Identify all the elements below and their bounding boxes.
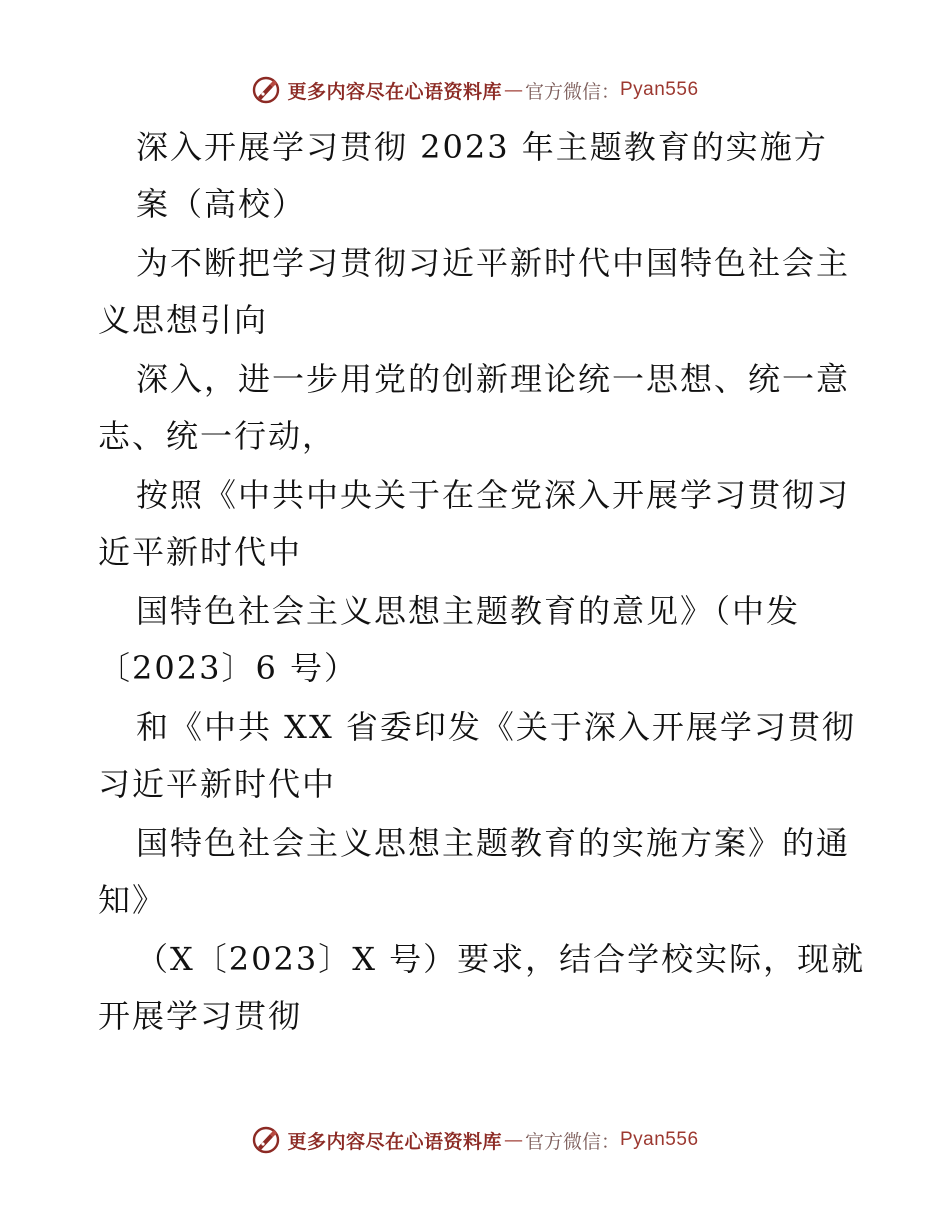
paragraph-line: 知》 (98, 881, 167, 919)
paragraph-line: 习近平新时代中 (98, 765, 337, 803)
banner-separator: — (503, 1129, 523, 1151)
banner-wechat-label: 官方微信： (524, 80, 620, 103)
pen-nib-logo-icon (251, 75, 281, 105)
paragraph-line: 〔2023〕6 号） (98, 649, 358, 687)
footer-banner (0, 1122, 950, 1158)
banner-wechat-id: Pyan556 (620, 79, 699, 100)
banner-brand: 更多内容尽在心语资料库 (287, 80, 502, 103)
paragraph-line: 深入，进一步用党的创新理论统一思想、统一意 (136, 360, 851, 398)
paragraph-line: 按照《中共中央关于在全党深入开展学习贯彻习 (136, 476, 851, 514)
paragraph-line: 和《中共 XX 省委印发《关于深入开展学习贯彻 (136, 708, 856, 746)
banner-wechat-label: 官方微信： (524, 1130, 620, 1153)
banner-wechat-id: Pyan556 (620, 1129, 699, 1150)
paragraph-line: 近平新时代中 (98, 533, 303, 571)
header-banner (0, 72, 950, 108)
title-line-1: 深入开展学习贯彻 2023 年主题教育的实施方 (136, 128, 828, 166)
paragraph-line: 志、统一行动， (98, 417, 337, 455)
banner-separator: — (503, 79, 523, 101)
paragraph-line: 为不断把学习贯彻习近平新时代中国特色社会主 (136, 244, 851, 282)
pen-nib-logo-icon (251, 1125, 281, 1155)
paragraph-line: 义思想引向 (98, 301, 269, 339)
banner-brand: 更多内容尽在心语资料库 (287, 1130, 502, 1153)
title-line-2: 案（高校） (136, 185, 307, 223)
paragraph-line: 国特色社会主义思想主题教育的意见》（中发 (136, 592, 801, 630)
paragraph-line: 开展学习贯彻 (98, 997, 303, 1035)
paragraph-line: 国特色社会主义思想主题教育的实施方案》的通 (136, 824, 851, 862)
paragraph-line: （X〔2023〕X 号）要求，结合学校实际，现就 (136, 940, 866, 978)
